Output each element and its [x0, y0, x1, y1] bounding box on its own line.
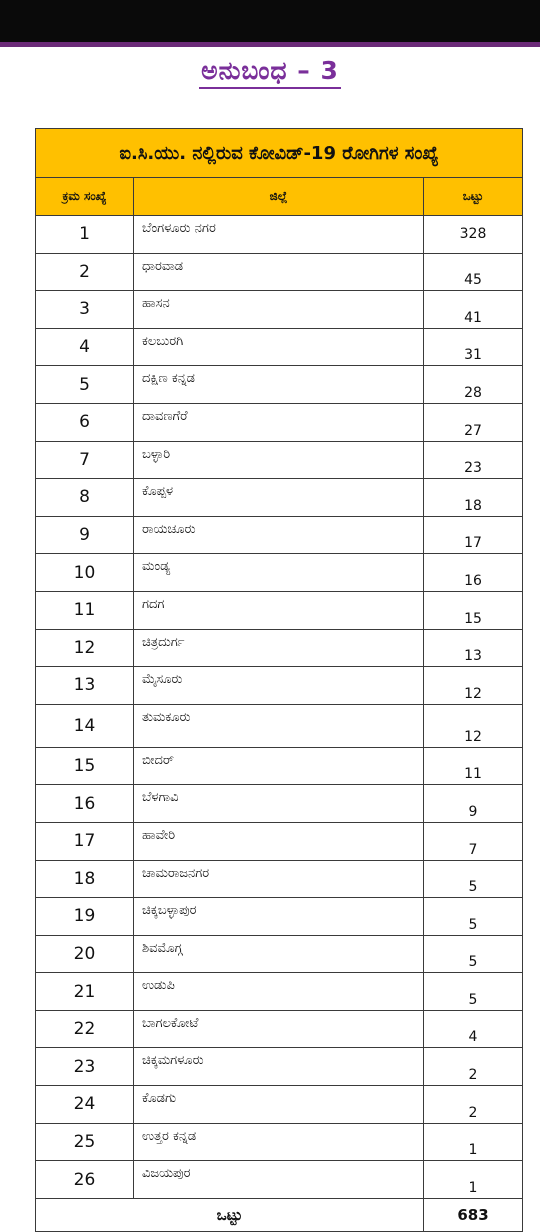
table-row	[36, 479, 523, 517]
column-header-district: ಜಿಲ್ಲೆ	[134, 178, 424, 216]
table-row	[36, 747, 523, 785]
row-serial-number: 7	[36, 441, 134, 479]
row-district-name: ಹಾಸನ	[134, 291, 424, 329]
row-district-name: ಚಿತ್ರದುರ್ಗ	[134, 629, 424, 667]
row-district-name: ಉಡುಪಿ	[134, 973, 424, 1011]
row-district-name: ಮಂಡ್ಯ	[134, 554, 424, 592]
total-value: 683	[424, 1198, 523, 1231]
row-patient-count: 41	[424, 291, 523, 329]
row-district-name: ಕಲಬುರಗಿ	[134, 328, 424, 366]
row-patient-count: 5	[424, 860, 523, 898]
row-serial-number: 25	[36, 1123, 134, 1161]
row-serial-number: 14	[36, 704, 134, 747]
row-serial-number: 2	[36, 253, 134, 291]
row-district-name: ತುಮಕೂರು	[134, 704, 424, 747]
row-patient-count: 9	[424, 785, 523, 823]
row-serial-number: 1	[36, 216, 134, 254]
row-patient-count: 11	[424, 747, 523, 785]
table-row	[36, 441, 523, 479]
table-row	[36, 403, 523, 441]
table-row	[36, 591, 523, 629]
row-serial-number: 13	[36, 667, 134, 705]
row-district-name: ಬೆಂಗಳೂರು ನಗರ	[134, 216, 424, 254]
row-patient-count: 12	[424, 704, 523, 747]
row-patient-count: 1	[424, 1123, 523, 1161]
row-serial-number: 17	[36, 822, 134, 860]
row-patient-count: 18	[424, 479, 523, 517]
row-patient-count: 13	[424, 629, 523, 667]
row-district-name: ಗದಗ	[134, 591, 424, 629]
table-row	[36, 253, 523, 291]
row-patient-count: 5	[424, 898, 523, 936]
row-patient-count: 5	[424, 935, 523, 973]
table-row	[36, 898, 523, 936]
table-row	[36, 935, 523, 973]
row-district-name: ಚಾಮರಾಜನಗರ	[134, 860, 424, 898]
row-patient-count: 15	[424, 591, 523, 629]
row-serial-number: 23	[36, 1048, 134, 1086]
annex-heading: ಅನುಬಂಧ – 3	[199, 56, 341, 89]
row-serial-number: 15	[36, 747, 134, 785]
row-patient-count: 2	[424, 1086, 523, 1124]
row-district-name: ಉತ್ತರ ಕನ್ನಡ	[134, 1123, 424, 1161]
table-row	[36, 291, 523, 329]
row-patient-count: 1	[424, 1161, 523, 1199]
table-row	[36, 1161, 523, 1199]
row-patient-count: 17	[424, 516, 523, 554]
row-patient-count: 28	[424, 366, 523, 404]
row-patient-count: 31	[424, 328, 523, 366]
row-serial-number: 8	[36, 479, 134, 517]
row-serial-number: 24	[36, 1086, 134, 1124]
table-row	[36, 554, 523, 592]
table-row	[36, 366, 523, 404]
table-title: ಐ.ಸಿ.ಯು. ನಲ್ಲಿರುವ ಕೋವಿಡ್-19 ರೋಗಿಗಳ ಸಂಖ್ಯೆ	[36, 129, 523, 178]
table-row	[36, 822, 523, 860]
top-bar-stripe	[0, 42, 540, 47]
row-patient-count: 16	[424, 554, 523, 592]
row-serial-number: 9	[36, 516, 134, 554]
row-district-name: ಮೈಸೂರು	[134, 667, 424, 705]
row-district-name: ಹಾವೇರಿ	[134, 822, 424, 860]
table-row	[36, 1010, 523, 1048]
table-row	[36, 629, 523, 667]
row-district-name: ವಿಜಯಪುರ	[134, 1161, 424, 1199]
row-patient-count: 27	[424, 403, 523, 441]
table-row	[36, 216, 523, 254]
row-serial-number: 22	[36, 1010, 134, 1048]
row-patient-count: 328	[424, 216, 523, 254]
row-serial-number: 3	[36, 291, 134, 329]
icu-patients-table	[35, 128, 523, 1232]
row-district-name: ದಕ್ಷಿಣ ಕನ್ನಡ	[134, 366, 424, 404]
table-row	[36, 516, 523, 554]
table-body	[36, 216, 523, 1199]
row-patient-count: 7	[424, 822, 523, 860]
row-serial-number: 26	[36, 1161, 134, 1199]
row-serial-number: 5	[36, 366, 134, 404]
table-row	[36, 860, 523, 898]
row-patient-count: 5	[424, 973, 523, 1011]
table-row	[36, 785, 523, 823]
row-district-name: ಬೆಳಗಾವಿ	[134, 785, 424, 823]
table-row	[36, 704, 523, 747]
row-district-name: ಬಾಗಲಕೋಟೆ	[134, 1010, 424, 1048]
row-district-name: ಶಿವಮೊಗ್ಗ	[134, 935, 424, 973]
row-serial-number: 6	[36, 403, 134, 441]
row-district-name: ಬಳ್ಳಾರಿ	[134, 441, 424, 479]
row-patient-count: 2	[424, 1048, 523, 1086]
row-patient-count: 4	[424, 1010, 523, 1048]
row-serial-number: 18	[36, 860, 134, 898]
row-serial-number: 21	[36, 973, 134, 1011]
row-patient-count: 45	[424, 253, 523, 291]
row-serial-number: 4	[36, 328, 134, 366]
table-row	[36, 1123, 523, 1161]
row-serial-number: 16	[36, 785, 134, 823]
row-district-name: ರಾಯಚೂರು	[134, 516, 424, 554]
row-serial-number: 12	[36, 629, 134, 667]
row-serial-number: 20	[36, 935, 134, 973]
table-row	[36, 328, 523, 366]
column-header-total: ಒಟ್ಟು	[424, 178, 523, 216]
total-row	[36, 1198, 523, 1231]
top-bar	[0, 0, 540, 42]
row-district-name: ಧಾರವಾಡ	[134, 253, 424, 291]
table-row	[36, 667, 523, 705]
heading-container	[0, 56, 540, 89]
row-serial-number: 19	[36, 898, 134, 936]
row-district-name: ದಾವಣಗೆರೆ	[134, 403, 424, 441]
row-district-name: ಚಿಕ್ಕಮಗಳೂರು	[134, 1048, 424, 1086]
row-serial-number: 11	[36, 591, 134, 629]
row-district-name: ಬೀದರ್	[134, 747, 424, 785]
table-row	[36, 1048, 523, 1086]
table-row	[36, 1086, 523, 1124]
row-district-name: ಕೊಡಗು	[134, 1086, 424, 1124]
column-header-sl: ಕ್ರಮ ಸಂಖ್ಯೆ	[36, 178, 134, 216]
table-row	[36, 973, 523, 1011]
total-label: ಒಟ್ಟು	[36, 1198, 424, 1231]
row-district-name: ಚಿಕ್ಕಬಳ್ಳಾಪುರ	[134, 898, 424, 936]
row-patient-count: 12	[424, 667, 523, 705]
row-serial-number: 10	[36, 554, 134, 592]
row-district-name: ಕೊಪ್ಪಳ	[134, 479, 424, 517]
row-patient-count: 23	[424, 441, 523, 479]
